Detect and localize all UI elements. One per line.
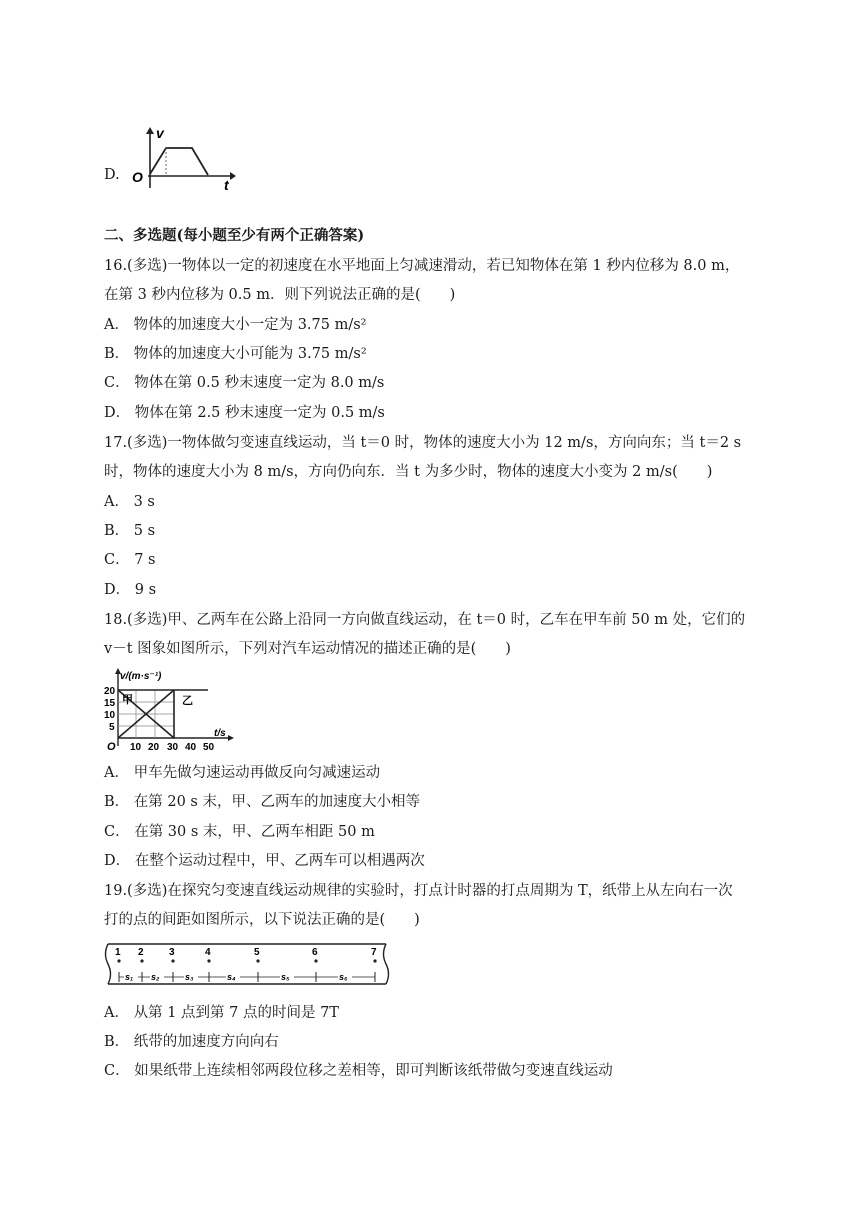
q15-t-label: t [224,177,229,193]
q19-point-5: 5 [254,947,260,958]
q19-point-2: 2 [138,947,144,958]
q17-option-c: C． 7 s [104,552,156,568]
q19-tape-left-tear [106,944,111,984]
q19-segment-s1: s₁ [125,972,134,982]
q18-vt-graph [104,668,236,754]
q19-option-b: B． 纸带的加速度方向向右 [104,1034,279,1050]
q18-series-jia-label: 甲 [122,694,133,706]
q19-segment-s5: s₅ [281,972,290,982]
q17-option-a: A． 3 s [104,494,155,510]
q19-segment-s4: s₄ [227,972,236,982]
q19-option-c: C． 如果纸带上连续相邻两段位移之差相等，即可判断该纸带做匀变速直线运动 [104,1063,613,1079]
q18-origin: O [107,741,116,753]
q17-stem-line1: 17.(多选)一物体做匀变速直线运动，当 t＝0 时，物体的速度大小为 12 m/s，方向向东；当 t＝2 s [104,435,742,451]
q18-y-tick-10: 10 [104,710,116,721]
q18-y-tick-5: 5 [109,722,115,733]
q19-point-6: 6 [312,947,318,958]
q19-point-7: 7 [371,947,377,958]
q16-stem-line1: 16.(多选)一物体以一定的初速度在水平地面上匀减速滑动，若已知物体在第 1 秒内位移为 8.0 m， [104,258,740,274]
q18-option-c: C． 在第 30 s 末，甲、乙两车相距 50 m [104,824,375,840]
q19-tape-dots [117,959,376,962]
q18-option-d: D． 在整个运动过程中，甲、乙两车可以相遇两次 [104,853,425,869]
q16-option-c: C． 物体在第 0.5 秒末速度一定为 8.0 m/s [104,375,385,391]
q15-velocity-line [150,148,208,175]
q19-point-1: 1 [115,947,121,958]
q19-segment-s3: s₃ [185,972,194,982]
q19-paper-tape [102,938,392,990]
q15-v-label: v [156,125,164,141]
q18-y-tick-20: 20 [104,686,116,697]
q18-x-tick-30: 30 [167,742,179,753]
q17-option-d: D． 9 s [104,582,157,598]
q18-x-tick-10: 10 [130,742,142,753]
q19-segment-s6: s₆ [339,972,348,982]
q17-option-b: B． 5 s [104,523,156,539]
q18-option-b: B． 在第 20 s 末，甲、乙两车的加速度大小相等 [104,794,420,810]
q18-option-a: A． 甲车先做匀速运动再做反向匀减速运动 [104,765,381,781]
q19-stem-line1: 19.(多选)在探究匀变速直线运动规律的实验时，打点计时器的打点周期为 T，纸带上从左向右一次 [104,883,733,899]
q16-option-d: D． 物体在第 2.5 秒末速度一定为 0.5 m/s [104,405,385,421]
q19-point-3: 3 [169,947,175,958]
q18-x-tick-20: 20 [148,742,160,753]
section-title: 二、多选题(每小题至少有两个正确答案) [104,227,365,244]
q18-x-tick-40: 40 [185,742,197,753]
q19-option-a: A． 从第 1 点到第 7 点的时间是 7T [104,1005,339,1021]
q18-stem-line1: 18.(多选)甲、乙两车在公路上沿同一方向做直线运动，在 t＝0 时，乙车在甲车前 50 m 处，它们的 [104,612,746,628]
q19-segment-s2: s₂ [151,972,160,982]
q18-stem-line2: v－t 图象如图所示，下列对汽车运动情况的描述正确的是( ) [104,641,511,657]
q16-stem-line2: 在第 3 秒内位移为 0.5 m．则下列说法正确的是( ) [104,287,456,303]
q18-series-yi-label: 乙 [182,695,193,707]
q19-tape-right-tear [384,944,389,984]
q15-vt-graph [126,124,236,194]
q18-x-axis-label: t/s [214,728,226,739]
q16-option-a: A． 物体的加速度大小一定为 3.75 m/s² [104,317,367,333]
q18-x-axis-arrow [228,735,234,741]
q15-v-axis-arrow [146,127,154,134]
q15-origin-label: O [132,169,143,185]
q19-stem-line2: 打的点的间距如图所示，以下说法正确的是( ) [104,912,420,928]
q17-stem-line2: 时，物体的速度大小为 8 m/s，方向仍向东．当 t 为多少时，物体的速度大小变为 2 m/s( ) [104,464,713,480]
q15-option-d-label: D. [104,167,120,183]
q18-y-axis-label: v/(m·s⁻¹) [120,671,162,682]
q18-y-tick-15: 15 [104,698,116,709]
q16-option-b: B． 物体的加速度大小可能为 3.75 m/s² [104,346,367,362]
q18-x-tick-50: 50 [203,742,215,753]
q15-t-axis-arrow [230,172,236,180]
q19-point-4: 4 [205,947,211,958]
